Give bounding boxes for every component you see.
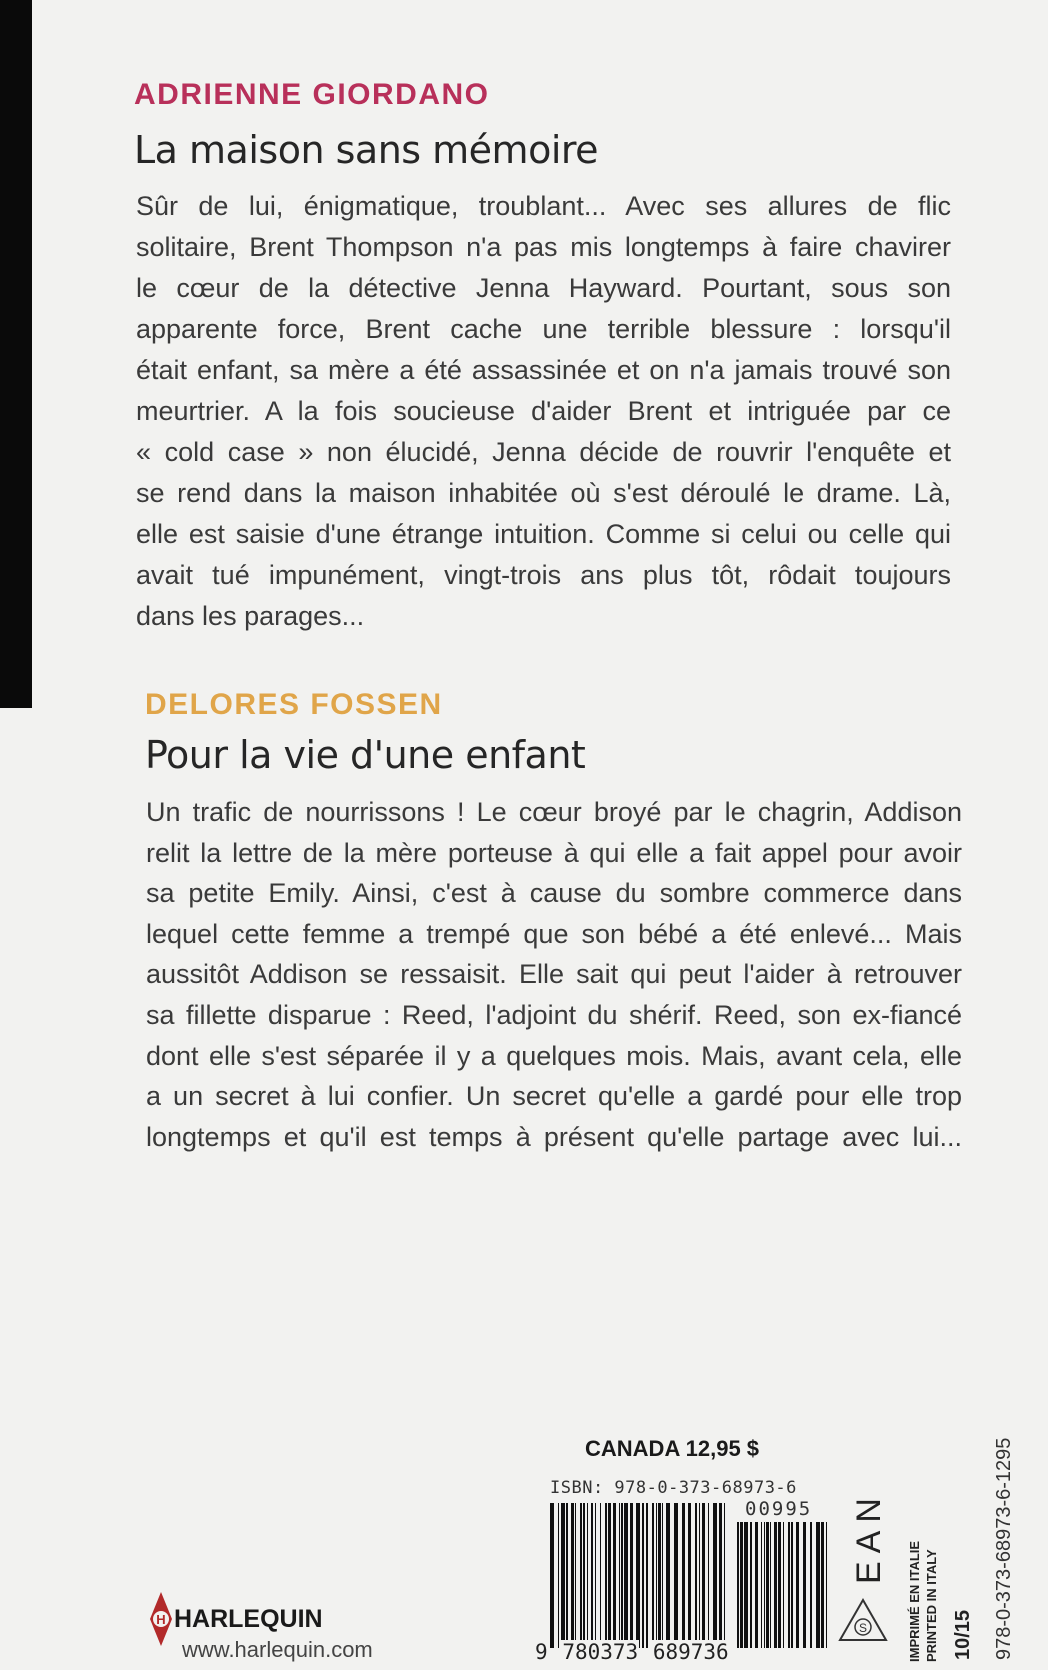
- printed-en: PRINTED IN ITALY: [924, 1549, 939, 1662]
- addon-number: 00995: [745, 1498, 813, 1520]
- book1-title: La maison sans mémoire: [134, 128, 599, 172]
- book1-synopsis: [136, 186, 951, 637]
- barcode-bar: [619, 1503, 620, 1648]
- synopsis-line: aussitôt Addison se ressaisit. Elle sait qui peut l'aider à retrouver: [146, 959, 962, 990]
- barcode-bar: [826, 1522, 827, 1648]
- barcode-bar: [662, 1503, 663, 1648]
- synopsis-line: Un trafic de nourrissons ! Le cœur broyé par le chagrin, Addison: [146, 797, 962, 827]
- synopsis-line: Sûr de lui, énigmatique, troublant... Avec ses allures de flic: [136, 191, 951, 221]
- barcode-bar: [796, 1522, 799, 1648]
- barcode-bar: [766, 1522, 769, 1648]
- barcode-bar: [816, 1522, 820, 1648]
- publisher-url[interactable]: www.harlequin.com: [182, 1637, 373, 1662]
- synopsis-line: lequel cette femme a trempé que son bébé a été enlevé... Mais: [146, 918, 962, 949]
- barcode-digits-right: 689736: [652, 1640, 729, 1664]
- book2-author: DELORES FOSSEN: [145, 688, 443, 721]
- barcode-bar: [580, 1503, 582, 1648]
- book2-title: Pour la vie d'une enfant: [145, 733, 586, 777]
- barcode-bar: [558, 1503, 559, 1648]
- barcode-bar: [674, 1503, 678, 1648]
- barcode-bar: [761, 1522, 762, 1648]
- barcode-bar: [713, 1503, 717, 1648]
- addon-barcode: [737, 1522, 827, 1648]
- spine-edge-strip: [0, 0, 32, 708]
- barcode-bar: [587, 1503, 588, 1648]
- barcode-bar: [630, 1503, 633, 1648]
- synopsis-line: meurtrier. A la fois soucieuse d'aider Brent et intriguée par ce: [136, 396, 951, 426]
- ean-barcode: [550, 1503, 728, 1648]
- barcode-bar: [656, 1503, 657, 1648]
- barcode-bar: [702, 1503, 705, 1648]
- barcode-bar: [652, 1503, 654, 1648]
- barcode-bar: [575, 1503, 576, 1648]
- barcode-bar: [682, 1503, 685, 1648]
- barcode-digit-first: 9: [535, 1640, 548, 1664]
- synopsis-line: le cœur de la détective Jenna Hayward. Pourtant, sous son: [136, 273, 951, 303]
- synopsis-line: elle est saisie d'une étrange intuition. Comme si celui ou celle qui: [136, 519, 951, 549]
- barcode-bar: [658, 1503, 661, 1648]
- price-label: CANADA 12,95 $: [585, 1436, 760, 1461]
- barcode-bar: [755, 1522, 758, 1648]
- barcode-digits-left: 780373: [562, 1640, 639, 1664]
- book1-author: ADRIENNE GIORDANO: [134, 78, 490, 111]
- barcode-bar: [821, 1522, 824, 1648]
- barcode-bar: [737, 1522, 739, 1648]
- barcode-bar: [600, 1503, 601, 1648]
- barcode-bar: [591, 1503, 593, 1648]
- barcode-bar: [646, 1503, 648, 1648]
- barcode-bar: [561, 1503, 565, 1648]
- barcode-bar: [810, 1522, 812, 1648]
- triangle-s-icon: [838, 1598, 888, 1642]
- barcode-bar: [666, 1503, 670, 1648]
- harlequin-diamond-icon: [150, 1592, 172, 1646]
- synopsis-line: sa petite Emily. Ainsi, c'est à cause du sombre commerce dans: [146, 878, 962, 909]
- svg-text:S: S: [858, 1621, 868, 1635]
- isbn-label: ISBN: 978-0-373-68973-6: [550, 1478, 797, 1498]
- barcode-bar: [791, 1522, 793, 1648]
- barcode-bar: [595, 1503, 596, 1648]
- publisher-name: HARLEQUIN: [174, 1604, 323, 1633]
- barcode-digits: [534, 1640, 730, 1664]
- synopsis-line: apparente force, Brent cache une terrible blessure : lorsqu'il: [136, 314, 951, 344]
- barcode-bar: [571, 1503, 574, 1648]
- ean-label: EAN: [850, 1490, 888, 1584]
- barcode-bar: [744, 1522, 748, 1648]
- barcode-bar: [642, 1503, 644, 1648]
- printed-fr: IMPRIMÉ EN ITALIE: [907, 1540, 922, 1662]
- printed-in-label: [906, 1541, 940, 1662]
- barcode-bar: [774, 1522, 777, 1648]
- barcode-bar: [719, 1503, 722, 1648]
- barcode-bar: [724, 1503, 725, 1648]
- barcode-bar: [803, 1522, 806, 1648]
- synopsis-line: dont elle s'est séparée il y a quelques mois. Mais, avant cela, elle: [146, 1040, 962, 1071]
- synopsis-line: longtemps et qu'il est temps à présent qu'elle partage avec lui...: [146, 1121, 962, 1152]
- barcode-bar: [624, 1503, 628, 1648]
- synopsis-line: dans les parages...: [136, 601, 365, 631]
- synopsis-line: solitaire, Brent Thompson n'a pas mis longtemps à faire chavirer: [136, 232, 951, 262]
- book2-synopsis: [146, 792, 962, 1157]
- synopsis-line: avait tué impunément, vingt-trois ans plus tôt, rôdait toujours: [136, 560, 951, 590]
- barcode-bar: [778, 1522, 781, 1648]
- barcode-bar: [566, 1503, 568, 1648]
- barcode-bar: [636, 1503, 640, 1648]
- barcode-bar: [740, 1522, 743, 1648]
- barcode-bar: [695, 1503, 697, 1648]
- barcode-bar: [770, 1522, 771, 1648]
- barcode-bar: [550, 1503, 554, 1648]
- synopsis-line: était enfant, sa mère a été assassinée et on n'a jamais trouvé son: [136, 355, 951, 385]
- barcode-bar: [688, 1503, 691, 1648]
- isbn-vertical: 978-0-373-68973-6-1295: [993, 1437, 1015, 1660]
- barcode-bar: [699, 1503, 700, 1648]
- svg-text:H: H: [156, 1612, 166, 1627]
- date-code: 10/15: [952, 1609, 974, 1660]
- barcode-bar: [708, 1503, 709, 1648]
- barcode-bar: [605, 1503, 607, 1648]
- synopsis-line: relit la lettre de la mère porteuse à qui elle a fait appel pour avoir: [146, 837, 962, 868]
- barcode-bar: [750, 1522, 752, 1648]
- barcode-bar: [608, 1503, 611, 1648]
- barcode-bar: [788, 1522, 790, 1648]
- synopsis-line: sa fillette disparue : Reed, l'adjoint du shérif. Reed, son ex-fiancé: [146, 999, 962, 1030]
- barcode-bar: [613, 1503, 616, 1648]
- synopsis-line: « cold case » non élucidé, Jenna décide de rouvrir l'enquête et: [136, 437, 951, 467]
- barcode-bar: [783, 1522, 784, 1648]
- barcode-bar: [764, 1522, 765, 1648]
- synopsis-line: a un secret à lui confier. Un secret qu'elle a gardé pour elle trop: [146, 1081, 962, 1112]
- barcode-bar: [621, 1503, 623, 1648]
- synopsis-line: se rend dans la maison inhabitée où s'est déroulé le drame. Là,: [136, 478, 951, 508]
- barcode-bar: [583, 1503, 585, 1648]
